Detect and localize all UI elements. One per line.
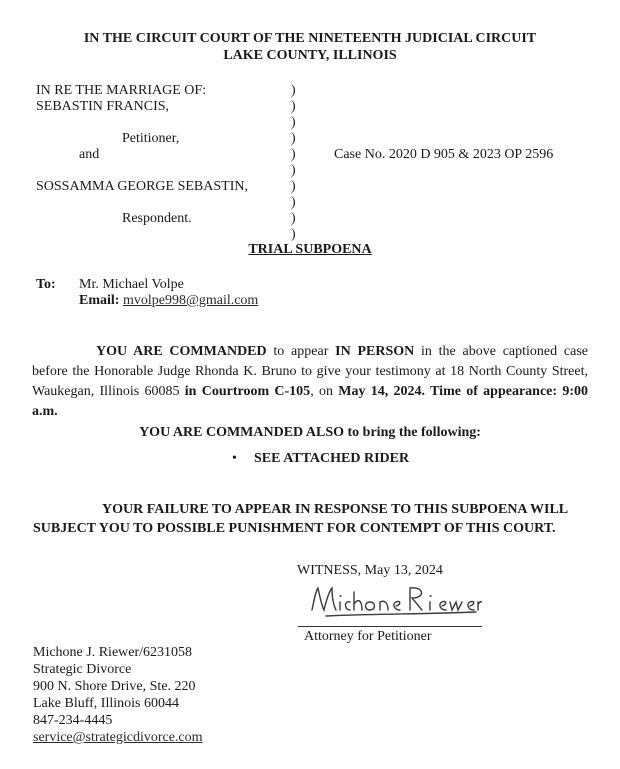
handwritten-signature <box>306 580 482 624</box>
respondent-label: Respondent. <box>122 211 192 226</box>
attorney-name-id: Michone J. Riewer/6231058 <box>33 645 193 660</box>
court-line-2: LAKE COUNTY, ILLINOIS <box>223 48 397 63</box>
rider-bullet: • <box>232 451 237 466</box>
petitioner-name: SEBASTIN FRANCIS, <box>36 99 170 114</box>
attorney-firm: Strategic Divorce <box>33 662 132 677</box>
signature-label: Attorney for Petitioner <box>304 629 432 644</box>
commanded-also-heading: YOU ARE COMMANDED ALSO to bring the following: <box>139 425 481 440</box>
attorney-email-link[interactable]: service@strategicdivorce.com <box>33 730 203 745</box>
to-label: To: <box>36 277 56 292</box>
recipient-email-row <box>79 293 258 309</box>
petitioner-label: Petitioner, <box>122 131 180 146</box>
court-line-1: IN THE CIRCUIT COURT OF THE NINETEENTH JUDICIAL CIRCUIT <box>83 31 537 46</box>
command-text-2: in the above captioned case before the Honorable Judge Rhonda K. Bruno to give your testimony at 18 North County Street, Waukegan, Illinois 60085 <box>32 344 588 399</box>
caption-paren-column: ) ) ) ) ) ) ) ) ) ) <box>291 83 296 242</box>
in-re-label: IN RE THE MARRIAGE OF: <box>36 83 207 98</box>
in-person: IN PERSON <box>335 344 415 359</box>
and-label: and <box>79 147 100 162</box>
court-header <box>0 30 620 64</box>
command-text-3: , on <box>310 384 339 399</box>
courtroom: in Courtroom C-105 <box>184 384 311 399</box>
respondent-name: SOSSAMMA GEORGE SEBASTIN, <box>36 179 248 194</box>
case-number: Case No. 2020 D 905 & 2023 OP 2596 <box>334 147 554 162</box>
email-label: Email: <box>79 293 120 308</box>
warning-line-1: YOUR FAILURE TO APPEAR IN RESPONSE TO THIS SUBPOENA WILL <box>102 502 569 517</box>
command-paragraph <box>32 342 588 422</box>
attorney-phone: 847-234-4445 <box>33 713 113 728</box>
signature-line <box>298 626 482 627</box>
recipient-name: Mr. Michael Volpe <box>79 277 184 292</box>
appearance-date-time: May 14, 2024. Time of appearance: 9:00 a.m. <box>32 384 589 419</box>
rider-item: SEE ATTACHED RIDER <box>254 451 410 466</box>
recipient-email-link[interactable]: mvolpe998@gmail.com <box>122 293 259 308</box>
document-title: TRIAL SUBPOENA <box>248 242 372 257</box>
attorney-address-1: 900 N. Shore Drive, Ste. 220 <box>33 679 196 694</box>
command-text-1: to appear <box>266 344 336 359</box>
command-lead: YOU ARE COMMANDED <box>96 344 267 359</box>
attorney-address-2: Lake Bluff, Illinois 60044 <box>33 696 179 711</box>
witness-date: WITNESS, May 13, 2024 <box>297 563 443 578</box>
warning-line-2: SUBJECT YOU TO POSSIBLE PUNISHMENT FOR CONTEMPT OF THIS COURT. <box>33 521 556 536</box>
